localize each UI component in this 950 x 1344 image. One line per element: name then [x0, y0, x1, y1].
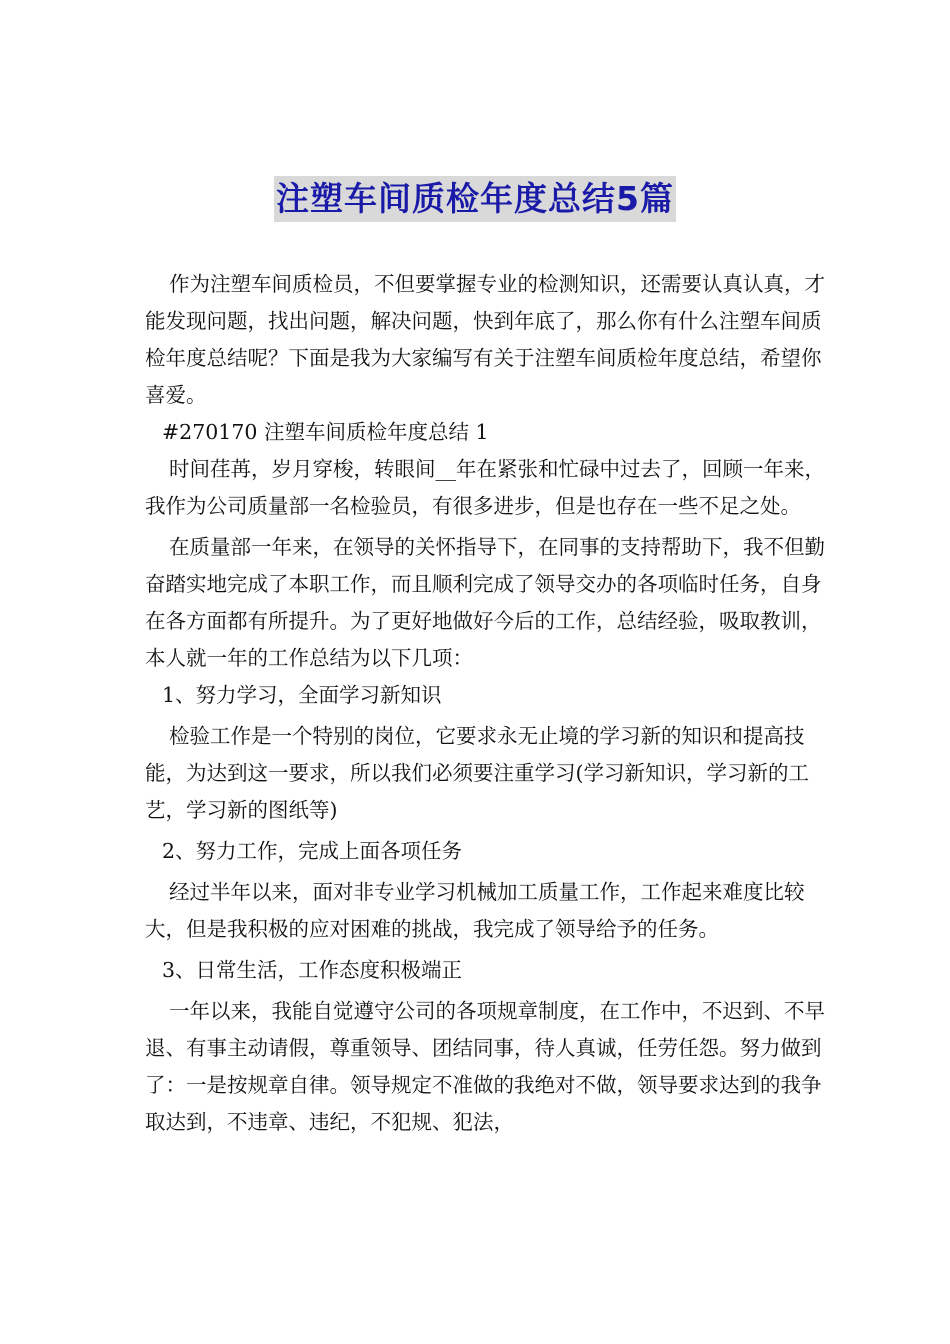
paragraph-1: 时间荏苒，岁月穿梭，转眼间__年在紧张和忙碌中过去了，回顾一年来，我作为公司质量部一名检验员，有很多进步，但是也存在一些不足之处。 — [145, 457, 825, 518]
title-container — [0, 176, 950, 222]
item-2-heading: 2、努力工作，完成上面各项任务 — [162, 839, 463, 863]
item-1-heading: 1、努力学习，全面学习新知识 — [162, 683, 442, 707]
section-heading: #270170 注塑车间质检年度总结 1 — [162, 420, 489, 444]
item-3-heading: 3、日常生活，工作态度积极端正 — [162, 958, 463, 982]
document-body — [145, 266, 825, 1141]
intro-paragraph: 作为注塑车间质检员，不但要掌握专业的检测知识，还需要认真认真，才能发现问题，找出问题，解决问题，快到年底了，那么你有什么注塑车间质检年度总结呢？下面是我为大家编写有关于注塑车间质检年度总结，希望你喜爱。 — [145, 272, 825, 407]
document-title: 注塑车间质检年度总结5篇 — [274, 176, 676, 222]
paragraph-2: 在质量部一年来，在领导的关怀指导下，在同事的支持帮助下，我不但勤奋踏实地完成了本职工作，而且顺利完成了领导交办的各项临时任务，自身在各方面都有所提升。为了更好地做好今后的工作，总结经验，吸取教训，本人就一年的工作总结为以下几项： — [145, 535, 825, 670]
item-2-text: 经过半年以来，面对非专业学习机械加工质量工作，工作起来难度比较大，但是我积极的应对困难的挑战，我完成了领导给予的任务。 — [145, 880, 805, 941]
item-3-text: 一年以来，我能自觉遵守公司的各项规章制度，在工作中，不迟到、不早退、有事主动请假，尊重领导、团结同事，待人真诚，任劳任怨。努力做到了：一是按规章自律。领导规定不准做的我绝对不做，领导要求达到的我争取达到，不违章、违纪，不犯规、犯法， — [145, 999, 825, 1134]
item-1-text: 检验工作是一个特别的岗位，它要求永无止境的学习新的知识和提高技能，为达到这一要求，所以我们必须要注重学习(学习新知识，学习新的工艺，学习新的图纸等) — [145, 724, 809, 822]
